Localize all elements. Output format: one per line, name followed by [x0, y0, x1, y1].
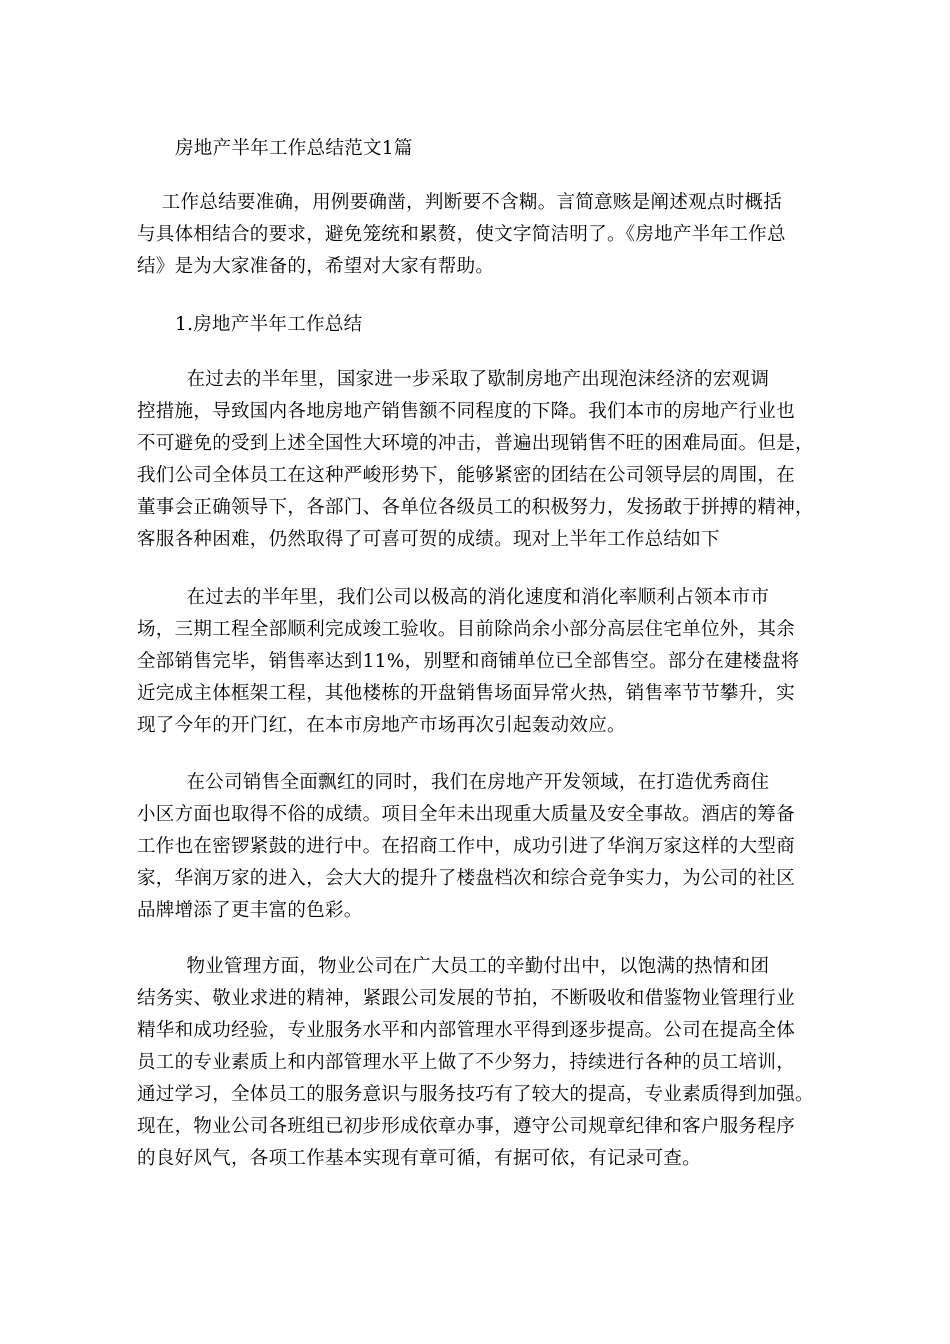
body-paragraph-1 — [137, 364, 814, 556]
section-heading — [175, 309, 362, 341]
paragraph-line: 工作也在密锣紧鼓的进行中。在招商工作中，成功引进了华润万家这样的大型商 — [137, 836, 796, 857]
paragraph-line: 在过去的半年里，国家进一步采取了歇制房地产出现泡沫经济的宏观调 — [137, 369, 770, 390]
title-line: 房地产半年工作总结范文1篇 — [175, 138, 413, 159]
paragraph-line: 客服各种困难，仍然取得了可喜可贺的成绩。现对上半年工作总结如下 — [137, 529, 720, 550]
paragraph-line: 精华和成功经验，专业服务水平和内部管理水平得到逐步提高。公司在提高全体 — [137, 1020, 796, 1041]
paragraph-line: 品牌增添了更丰富的色彩。 — [137, 900, 363, 921]
section-heading-line: 1.房地产半年工作总结 — [175, 314, 363, 335]
paragraph-line: 董事会正确领导下，各部门、各单位各级员工的积极努力，发扬敢于拼搏的精神， — [137, 497, 814, 518]
intro-paragraph — [137, 187, 786, 283]
paragraph-line: 我们公司全体员工在这种严峻形势下，能够紧密的团结在公司领导层的周围，在 — [137, 465, 796, 486]
paragraph-line: 物业管理方面，物业公司在广大员工的辛勤付出中，以饱满的热情和团 — [137, 956, 770, 977]
body-paragraph-2 — [137, 582, 799, 742]
paragraph-line: 小区方面也取得不俗的成绩。项目全年未出现重大质量及安全事故。酒店的筹备 — [137, 804, 796, 825]
paragraph-line: 现在，物业公司各班组已初步形成依章办事，遵守公司规章纪律和客户服务程序 — [137, 1116, 796, 1137]
intro-line: 结》是为大家准备的，希望对大家有帮助。 — [137, 256, 495, 277]
paragraph-line: 全部销售完毕，销售率达到11%，别墅和商铺单位已全部售空。部分在建楼盘将 — [137, 651, 800, 672]
intro-line: 工作总结要准确，用例要确凿，判断要不含糊。言简意赅是阐述观点时概括 — [137, 192, 783, 213]
paragraph-line: 在过去的半年里，我们公司以极高的消化速度和消化率顺利占领本市市 — [137, 587, 770, 608]
paragraph-line: 结务实、敬业求进的精神，紧跟公司发展的节拍，不断吸收和借鉴物业管理行业 — [137, 988, 796, 1009]
paragraph-line: 在公司销售全面飘红的同时，我们在房地产开发领域，在打造优秀商住 — [137, 772, 770, 793]
paragraph-line: 现了今年的开门红，在本市房地产市场再次引起轰动效应。 — [137, 715, 626, 736]
paragraph-line: 员工的专业素质上和内部管理水平上做了不少努力，持续进行各种的员工培训， — [137, 1052, 796, 1073]
paragraph-line: 场，三期工程全部顺利完成竣工验收。目前除尚余小部分高层住宅单位外，其余 — [137, 619, 796, 640]
intro-line: 与具体相结合的要求，避免笼统和累赘，使文字简洁明了。《房地产半年工作总 — [137, 224, 786, 245]
paragraph-line: 通过学习，全体员工的服务意识与服务技巧有了较大的提高，专业素质得到加强。 — [137, 1084, 814, 1105]
paragraph-line: 家，华润万家的进入，会大大的提升了楼盘档次和综合竞争实力，为公司的社区 — [137, 868, 796, 889]
document-title — [175, 133, 413, 165]
body-paragraph-4 — [137, 951, 814, 1175]
paragraph-line: 近完成主体框架工程，其他楼栋的开盘销售场面异常火热，销售率节节攀升，实 — [137, 683, 796, 704]
paragraph-line: 控措施，导致国内各地房地产销售额不同程度的下降。我们本市的房地产行业也 — [137, 401, 796, 422]
body-paragraph-3 — [137, 767, 795, 927]
paragraph-line: 不可避免的受到上述全国性大环境的冲击，普遍出现销售不旺的困难局面。但是， — [137, 433, 814, 454]
paragraph-line: 的良好风气，各项工作基本实现有章可循，有据可依，有记录可查。 — [137, 1148, 702, 1169]
